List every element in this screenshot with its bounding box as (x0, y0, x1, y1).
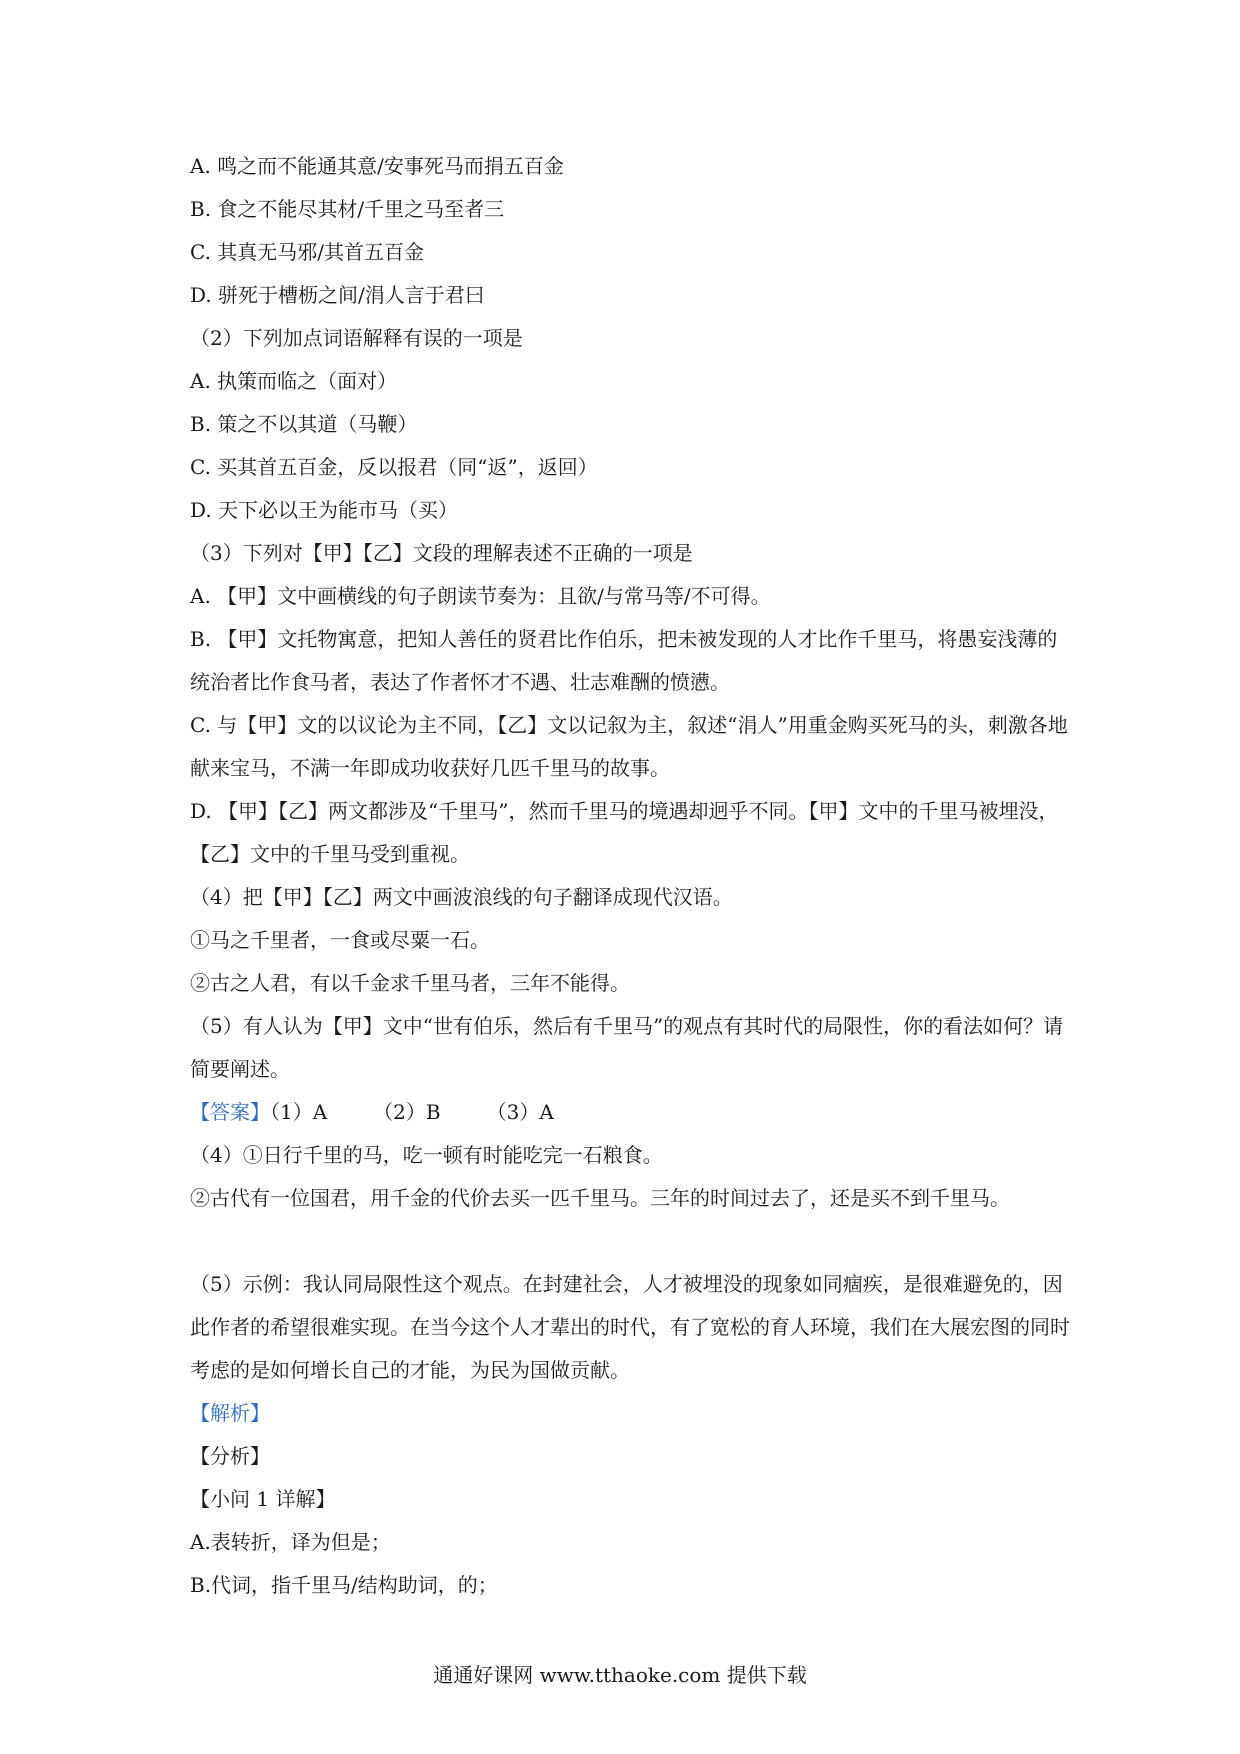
analysis-line-a: A.表转折，译为但是； (190, 1530, 391, 1554)
analysis-line-b: B.代词，指千里马/结构助词，的； (190, 1573, 498, 1597)
q4-item-2: ②古之人君，有以千金求千里马者，三年不能得。 (190, 971, 630, 995)
q5-stem: （5）有人认为【甲】文中“世有伯乐，然后有千里马”的观点有其时代的局限性，你的看法如何？请简要阐述。 (190, 1014, 1064, 1081)
answer-label: 【答案】 (190, 1100, 270, 1124)
q3-option-b: B. 【甲】文托物寓意，把知人善任的贤君比作伯乐，把未被发现的人才比作千里马，将愚妄浅薄的统治者比作食马者，表达了作者怀才不遇、壮志难酬的愤懑。 (190, 627, 1058, 694)
answer-4-1: （4）①日行千里的马，吃一顿有时能吃完一石粮食。 (190, 1143, 663, 1167)
document-body (190, 145, 1070, 1607)
answer-3: （3）A (486, 1100, 554, 1124)
analysis-sub1: 【小问 1 详解】 (190, 1487, 336, 1511)
answer-4-2: ②古代有一位国君，用千金的代价去买一匹千里马。三年的时间过去了，还是买不到千里马。 (190, 1186, 1010, 1210)
q3-option-a: A. 【甲】文中画横线的句子朗读节奏为：且欲/与常马等/不可得。 (190, 584, 771, 608)
q1-option-c: C. 其真无马邪/其首五百金 (190, 240, 425, 264)
q2-option-c: C. 买其首五百金，反以报君（同“返”，返回） (190, 455, 598, 479)
q3-option-d: D. 【甲】【乙】两文都涉及“千里马”，然而千里马的境遇却迥乎不同。【甲】文中的千里马被埋没，【乙】文中的千里马受到重视。 (190, 799, 1059, 866)
q1-option-d: D. 骈死于槽枥之间/涓人言于君曰 (190, 283, 485, 307)
analysis-fenxi: 【分析】 (190, 1444, 270, 1468)
q2-stem: （2）下列加点词语解释有误的一项是 (190, 326, 523, 350)
q4-stem: （4）把【甲】【乙】两文中画波浪线的句子翻译成现代汉语。 (190, 885, 733, 909)
q1-option-b: B. 食之不能尽其材/千里之马至者三 (190, 197, 505, 221)
analysis-label: 【解析】 (190, 1401, 270, 1425)
answer-5: （5）示例：我认同局限性这个观点。在封建社会，人才被埋没的现象如同痼疾，是很难避免的，因此作者的希望很难实现。在当今这个人才辈出的时代，有了宽松的育人环境，我们在大展宏图的同时考虑的是如何增长自己的才能，为民为国做贡献。 (190, 1272, 1070, 1382)
q1-option-a: A. 鸣之而不能通其意/安事死马而捐五百金 (190, 154, 564, 178)
page-footer: 通通好课网 www.tthaoke.com 提供下载 (433, 1663, 807, 1687)
answer-2: （2）B (373, 1100, 441, 1124)
q4-item-1: ①马之千里者，一食或尽粟一石。 (190, 928, 490, 952)
q2-option-d: D. 天下必以王为能市马（买） (190, 498, 459, 522)
answer-summary (190, 1091, 1070, 1134)
q3-option-c: C. 与【甲】文的以议论为主不同，【乙】文以记叙为主，叙述“涓人”用重金购买死马的头，刺激各地献来宝马，不满一年即成功收获好几匹千里马的故事。 (190, 713, 1068, 780)
q2-option-a: A. 执策而临之（面对） (190, 369, 398, 393)
answer-1: （1）A (270, 1100, 328, 1124)
q2-option-b: B. 策之不以其道（马鞭） (190, 412, 418, 436)
q3-stem: （3）下列对【甲】【乙】文段的理解表述不正确的一项是 (190, 541, 693, 565)
